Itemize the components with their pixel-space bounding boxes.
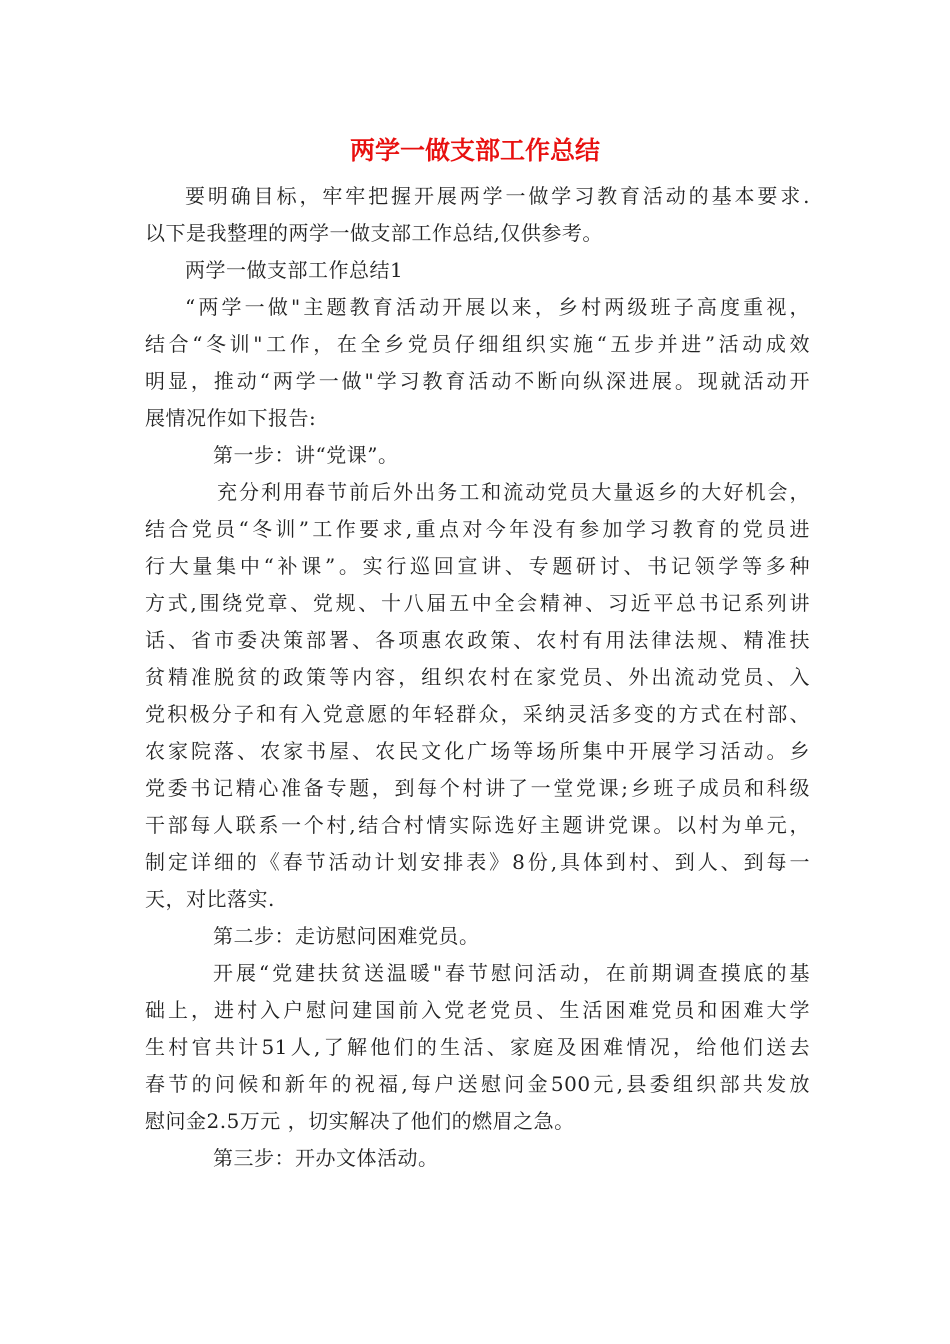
paragraph-line: 要明确目标，牢牢把握开展两学一做学习教育活动的基本要求. [185, 184, 810, 208]
paragraph-line: 方式,围绕党章、党规、十八届五中全会精神、习近平总书记系列讲 [145, 591, 810, 615]
paragraph-line: 党委书记精心准备专题，到每个村讲了一堂党课;乡班子成员和科级 [145, 776, 810, 800]
paragraph-line: 话、省市委决策部署、各项惠农政策、农村有用法律法规、精准扶 [145, 628, 810, 652]
paragraph-line: 结合“冬训"工作，在全乡党员仔细组织实施“五步并进”活动成效 [145, 332, 810, 356]
subheading-line: 两学一做支部工作总结1 [185, 258, 404, 282]
paragraph-line: 贫精准脱贫的政策等内容，组织农村在家党员、外出流动党员、入 [145, 665, 810, 689]
step-heading: 第一步：讲“党课”。 [213, 443, 399, 467]
step-heading: 第二步：走访慰问困难党员。 [213, 924, 480, 948]
paragraph-line: 天，对比落实. [145, 887, 275, 911]
step-heading: 第三步：开办文体活动。 [213, 1146, 439, 1170]
paragraph-line: 础上，进村入户慰问建国前入党老党员、生活困难党员和困难大学 [145, 998, 810, 1022]
paragraph-line: 行大量集中“补课”。实行巡回宣讲、专题研讨、书记领学等多种 [145, 554, 810, 578]
paragraph-line: 生村官共计51人,了解他们的生活、家庭及困难情况，给他们送去 [145, 1035, 810, 1059]
paragraph-line: 明显，推动“两学一做"学习教育活动不断向纵深进展。现就活动开 [145, 369, 810, 393]
paragraph-line: 展情况作如下报告: [145, 406, 317, 430]
paragraph-line: 党积极分子和有入党意愿的年轻群众，采纳灵活多变的方式在村部、 [145, 702, 810, 726]
paragraph-line: 开展“党建扶贫送温暖"春节慰问活动，在前期调查摸底的基 [213, 961, 810, 985]
paragraph-line: “两学一做"主题教育活动开展以来，乡村两级班子高度重视， [185, 295, 810, 319]
paragraph-line: 慰问金2.5万元 ，切实解决了他们的燃眉之急。 [145, 1109, 575, 1133]
paragraph-line: 制定详细的《春节活动计划安排表》8份,具体到村、到人、到每一 [145, 850, 810, 874]
paragraph-line: 以下是我整理的两学一做支部工作总结,仅供参考。 [145, 221, 603, 245]
paragraph-line: 春节的问候和新年的祝福,每户送慰问金500元,县委组织部共发放 [145, 1072, 810, 1096]
paragraph-line: 充分利用春节前后外出务工和流动党员大量返乡的大好机会， [217, 480, 810, 504]
paragraph-line: 干部每人联系一个村,结合村情实际选好主题讲党课。以村为单元， [145, 813, 810, 837]
paragraph-line: 结合党员“冬训”工作要求,重点对今年没有参加学习教育的党员进 [145, 517, 810, 541]
paragraph-line: 农家院落、农家书屋、农民文化广场等场所集中开展学习活动。乡 [145, 739, 810, 763]
document-title: 两学一做支部工作总结 [349, 136, 600, 165]
